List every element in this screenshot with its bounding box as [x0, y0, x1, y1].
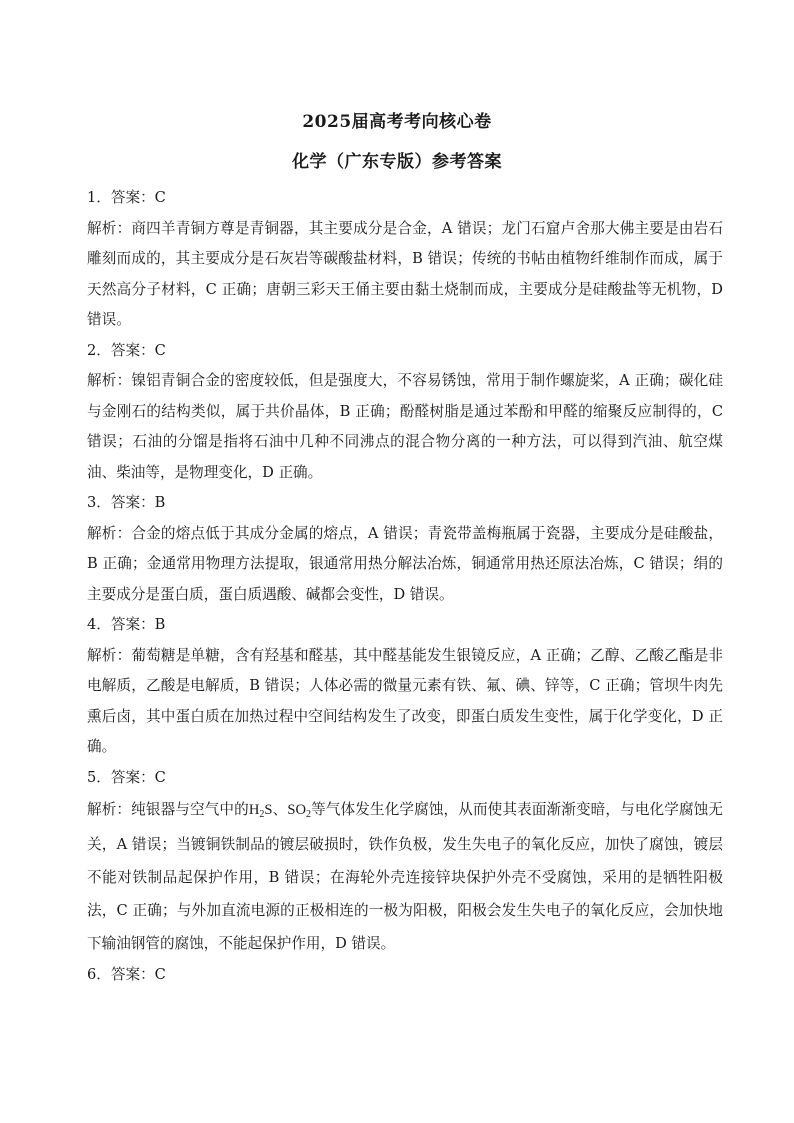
answer-line-q5: 5．答案：C [87, 768, 166, 786]
formula-so2 [287, 802, 311, 818]
analysis-q5-post: 等气体发生化学腐蚀，从而使其表面渐渐变暗，与电化学腐蚀无关，A 错误；当镀铜铁制品的镀层破损时，铁作负极，发生失电子的氧化反应，加快了腐蚀，镀层不能对铁制品起保护作用，B 错误；在海轮外壳连接锌块保护外壳不受腐蚀，采用的是牺牲阳极法，C 正确；与外加直流电源的正极相连的一极为阳极，阳极会发生失电子的氧化反应，会加快地下输油钢管的腐蚀，不能起保护作用，D 错误。 [87, 801, 723, 952]
formula-so2-so: SO [287, 802, 307, 818]
formula-h2s-h: H [248, 802, 260, 818]
analysis-q3: 解析：合金的熔点低于其成分金属的熔点，A 错误；青瓷带盖梅瓶属于瓷器，主要成分是硅酸盐，B 正确；金通常用物理方法提取，银通常用热分解法冶炼，铜通常用热还原法冶炼，C 错误；绢的主要成分是蛋白质，蛋白质遇酸、碱都会变性，D 错误。 [87, 524, 723, 603]
document-subtitle: 化学（广东专版）参考答案 [292, 152, 502, 172]
analysis-q2: 解析：镍铝青铜合金的密度较低，但是强度大，不容易锈蚀，常用于制作螺旋桨，A 正确；碳化硅与金刚石的结构类似，属于共价晶体，B 正确；酚醛树脂是通过苯酚和甲醛的缩聚反应制得的，C 错误；石油的分馏是指将石油中几种不同沸点的混合物分离的一种方法，可以得到汽油、航空煤油、柴油等，是物理变化，D 正确。 [87, 372, 723, 481]
document-title: 2025届高考考向核心卷 [302, 112, 492, 132]
analysis-q1: 解析：商四羊青铜方尊是青铜器，其主要成分是合金，A 错误；龙门石窟卢舍那大佛主要是由岩石雕刻而成的，其主要成分是石灰岩等碳酸盐材料，B 错误；传统的书帖由植物纤维制作而成，属于天然高分子材料，C 正确；唐朝三彩天王俑主要由黏土烧制而成，主要成分是硅酸盐等无机物，D 错误。 [87, 219, 723, 328]
answer-list [87, 183, 723, 991]
answer-line-q4: 4．答案：B [87, 616, 166, 633]
formula-h2s-subscript: 2 [259, 809, 265, 820]
formula-separator: 、 [272, 801, 288, 818]
answer-line-q1: 1．答案：C [87, 189, 166, 206]
analysis-q5 [87, 793, 723, 960]
formula-h2s-s: S [264, 802, 273, 818]
analysis-q5-pre: 解析：纯银器与空气中的 [87, 801, 249, 818]
answer-line-q2: 2．答案：C [87, 341, 166, 359]
formula-so2-subscript: 2 [306, 809, 312, 820]
answer-line-q3: 3．答案：B [87, 494, 166, 511]
analysis-q4: 解析：葡萄糖是单糖，含有羟基和醛基，其中醛基能发生银镜反应，A 正确；乙醇、乙酸乙酯是非电解质，乙酸是电解质，B 错误；人体必需的微量元素有铁、氟、碘、锌等，C 正确；管坝牛肉先熏后卤，其中蛋白质在加热过程中空间结构发生了改变，即蛋白质发生变性，属于化学变化，D 正确。 [87, 646, 723, 755]
answer-line-q6: 6．答案：C [87, 966, 166, 983]
formula-h2s [249, 802, 273, 818]
